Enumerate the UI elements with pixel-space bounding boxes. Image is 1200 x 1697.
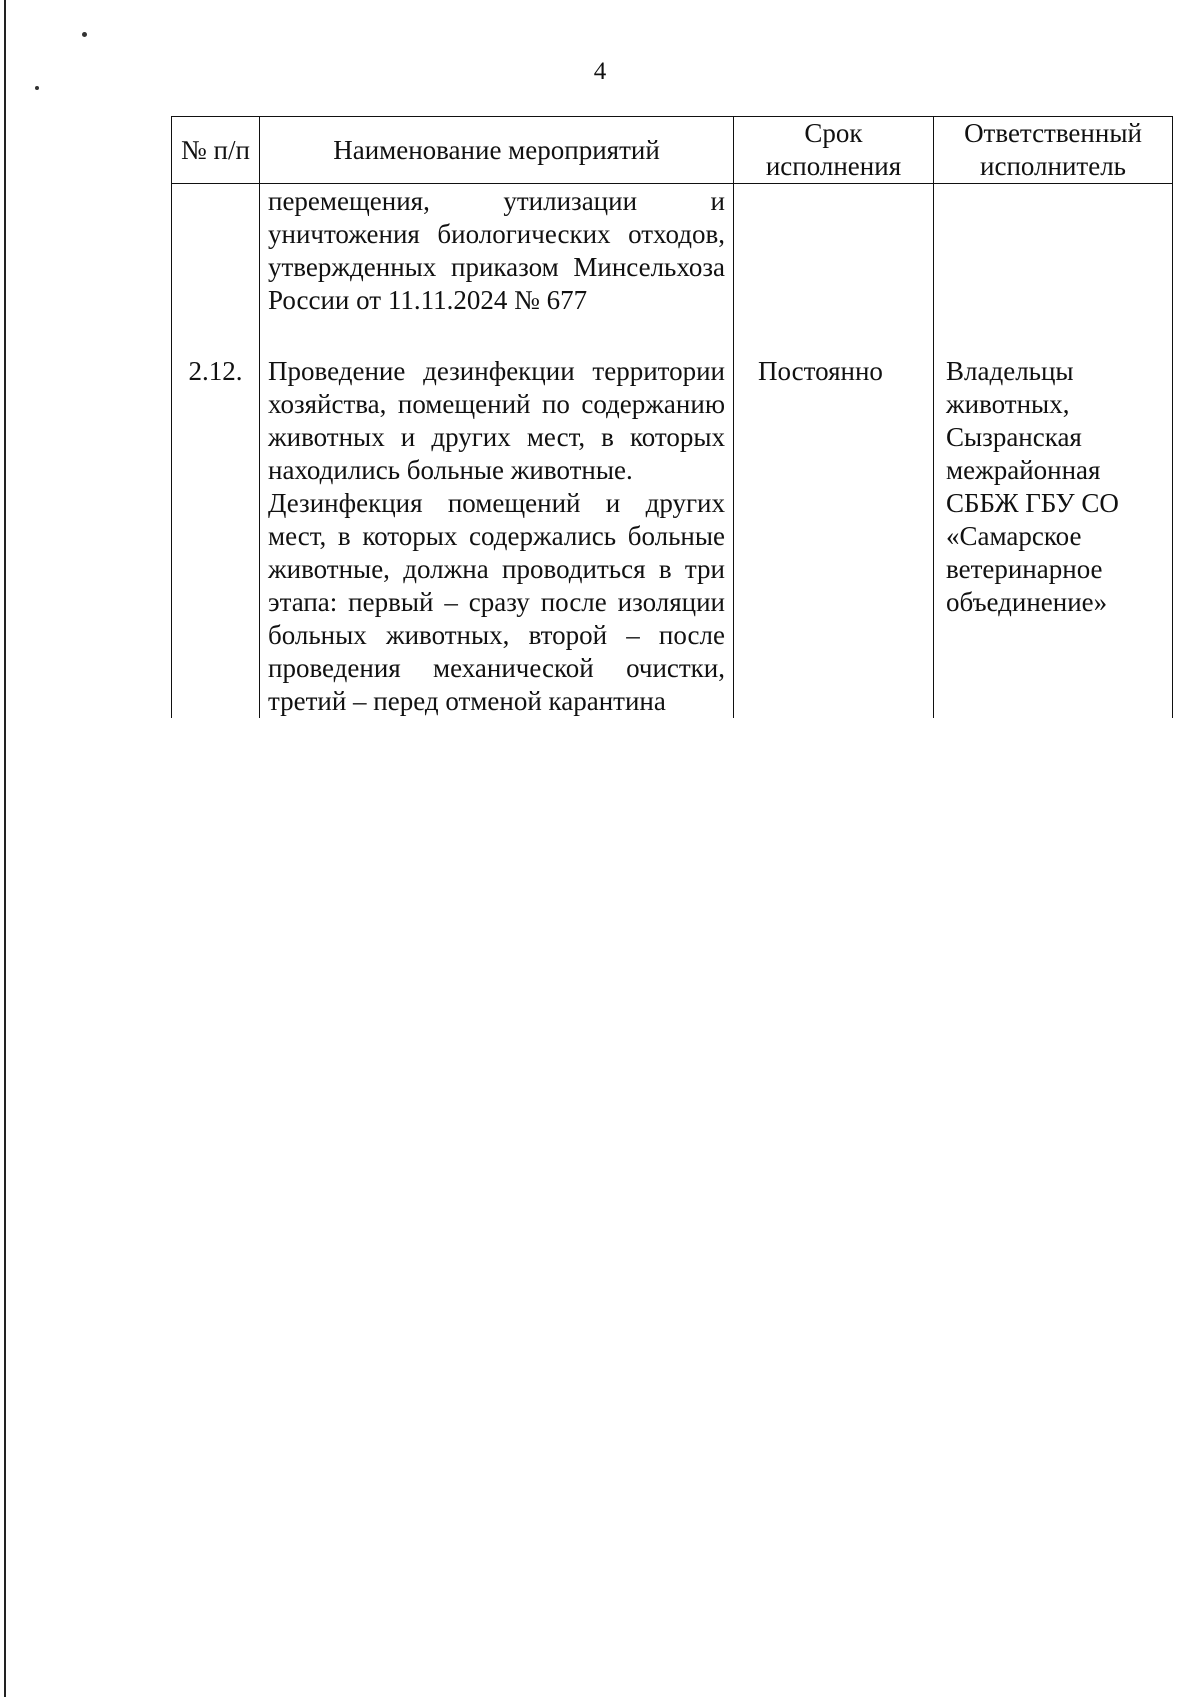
header-num: № п/п: [172, 117, 260, 184]
row-measure-text: [260, 355, 734, 718]
row-responsible: [934, 184, 1173, 356]
row-term: [734, 184, 934, 356]
measures-table: [171, 116, 1173, 718]
row-responsible: Владельцы животных, Сызранская межрайонная СББЖ ГБУ СО «Самарское ветеринарное объединение»: [934, 355, 1173, 718]
scan-edge-line: [4, 0, 6, 1697]
row-measure-paragraph: Дезинфекция помещений и других мест, в которых содержались больные животные, должна проводиться в три этапа: первый – сразу после изоляции больных животных, второй – после проведения механической очистки, третий – перед отменой карантина: [268, 488, 725, 716]
page-number: 4: [593, 58, 607, 85]
row-measure-text: [260, 184, 734, 356]
scan-speck: [82, 32, 87, 37]
table-row: [172, 184, 1173, 356]
table-header-row: [172, 117, 1173, 184]
row-number: 2.12.: [172, 355, 260, 718]
row-measure-paragraph: перемещения, утилизации и уничтожения биологических отходов, утвержденных приказом Минсельхоза России от 11.11.2024 № 677: [268, 186, 725, 315]
header-name: Наименование мероприятий: [260, 117, 734, 184]
header-responsible: Ответственный исполнитель: [934, 117, 1173, 184]
row-measure-paragraph: Проведение дезинфекции территории хозяйства, помещений по содержанию животных и других мест, в которых находились больные животные.: [268, 356, 725, 485]
row-term: Постоянно: [734, 355, 934, 718]
table-row: [172, 355, 1173, 718]
row-number: [172, 184, 260, 356]
header-term: Срок исполнения: [734, 117, 934, 184]
scan-speck: [35, 86, 39, 90]
